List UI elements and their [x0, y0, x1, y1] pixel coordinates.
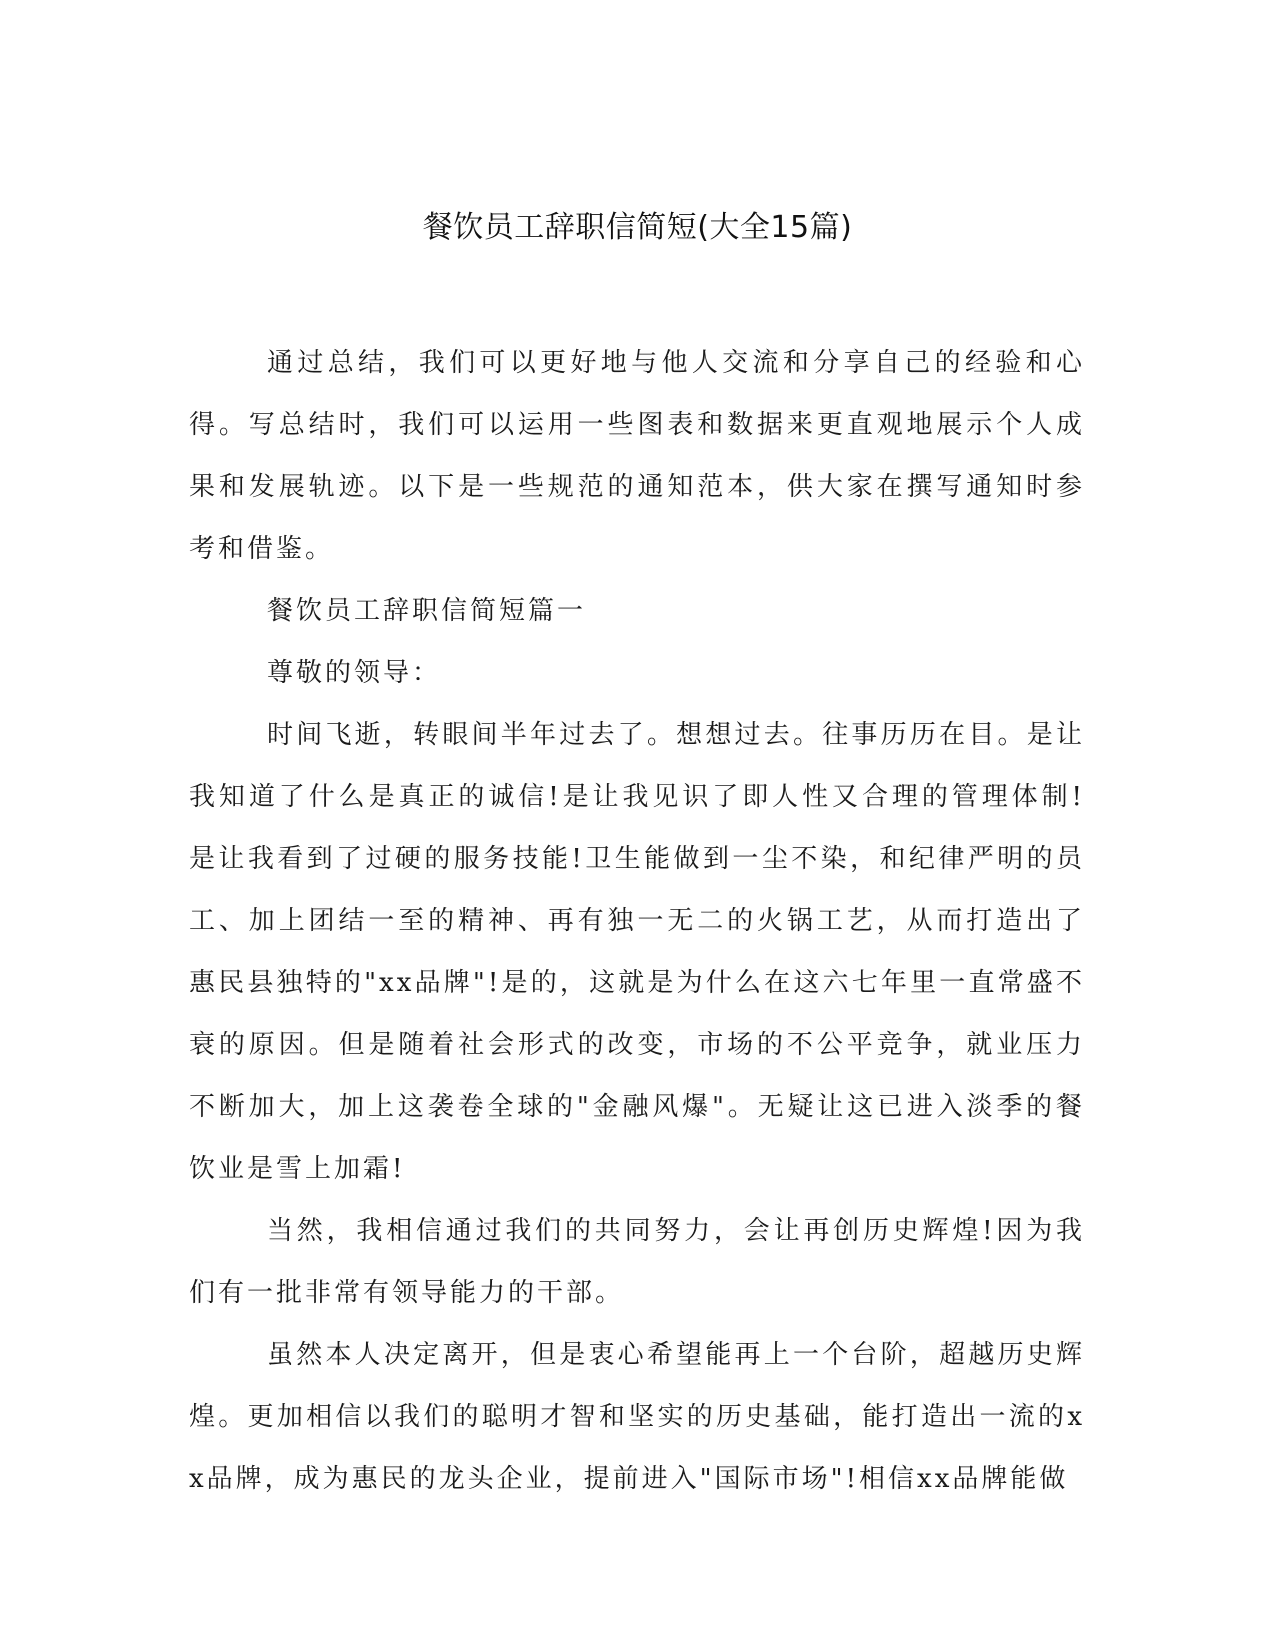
salutation: 尊敬的领导： [267, 658, 442, 688]
intro-paragraph: 通过总结，我们可以更好地与他人交流和分享自己的经验和心得。写总结时，我们可以运用一些图表和数据来更直观地展示个人成果和发展轨迹。以下是一些规范的通知范本，供大家在撰写通知时参考和借鉴。 [189, 348, 1085, 564]
document-body [189, 332, 1085, 1510]
body-paragraph: 虽然本人决定离开，但是衷心希望能再上一个台阶，超越历史辉煌。更加相信以我们的聪明才智和坚实的历史基础，能打造出一流的xx品牌，成为惠民的龙头企业，提前进入"国际市场"!相信xx品牌能做 [189, 1340, 1085, 1494]
body-paragraph: 时间飞逝，转眼间半年过去了。想想过去。往事历历在目。是让我知道了什么是真正的诚信!是让我见识了即人性又合理的管理体制!是让我看到了过硬的服务技能!卫生能做到一尘不染，和纪律严明的员工、加上团结一至的精神、再有独一无二的火锅工艺，从而打造出了惠民县独特的"xx品牌"!是的，这就是为什么在这六七年里一直常盛不衰的原因。但是随着社会形式的改变，市场的不公平竞争，就业压力不断加大，加上这袭卷全球的"金融风爆"。无疑让这已进入淡季的餐饮业是雪上加霜! [189, 720, 1085, 1184]
section-heading: 餐饮员工辞职信简短篇一 [267, 596, 587, 626]
body-paragraph: 当然，我相信通过我们的共同努力，会让再创历史辉煌!因为我们有一批非常有领导能力的干部。 [189, 1216, 1085, 1308]
document-title: 餐饮员工辞职信简短(大全15篇) [422, 210, 853, 245]
